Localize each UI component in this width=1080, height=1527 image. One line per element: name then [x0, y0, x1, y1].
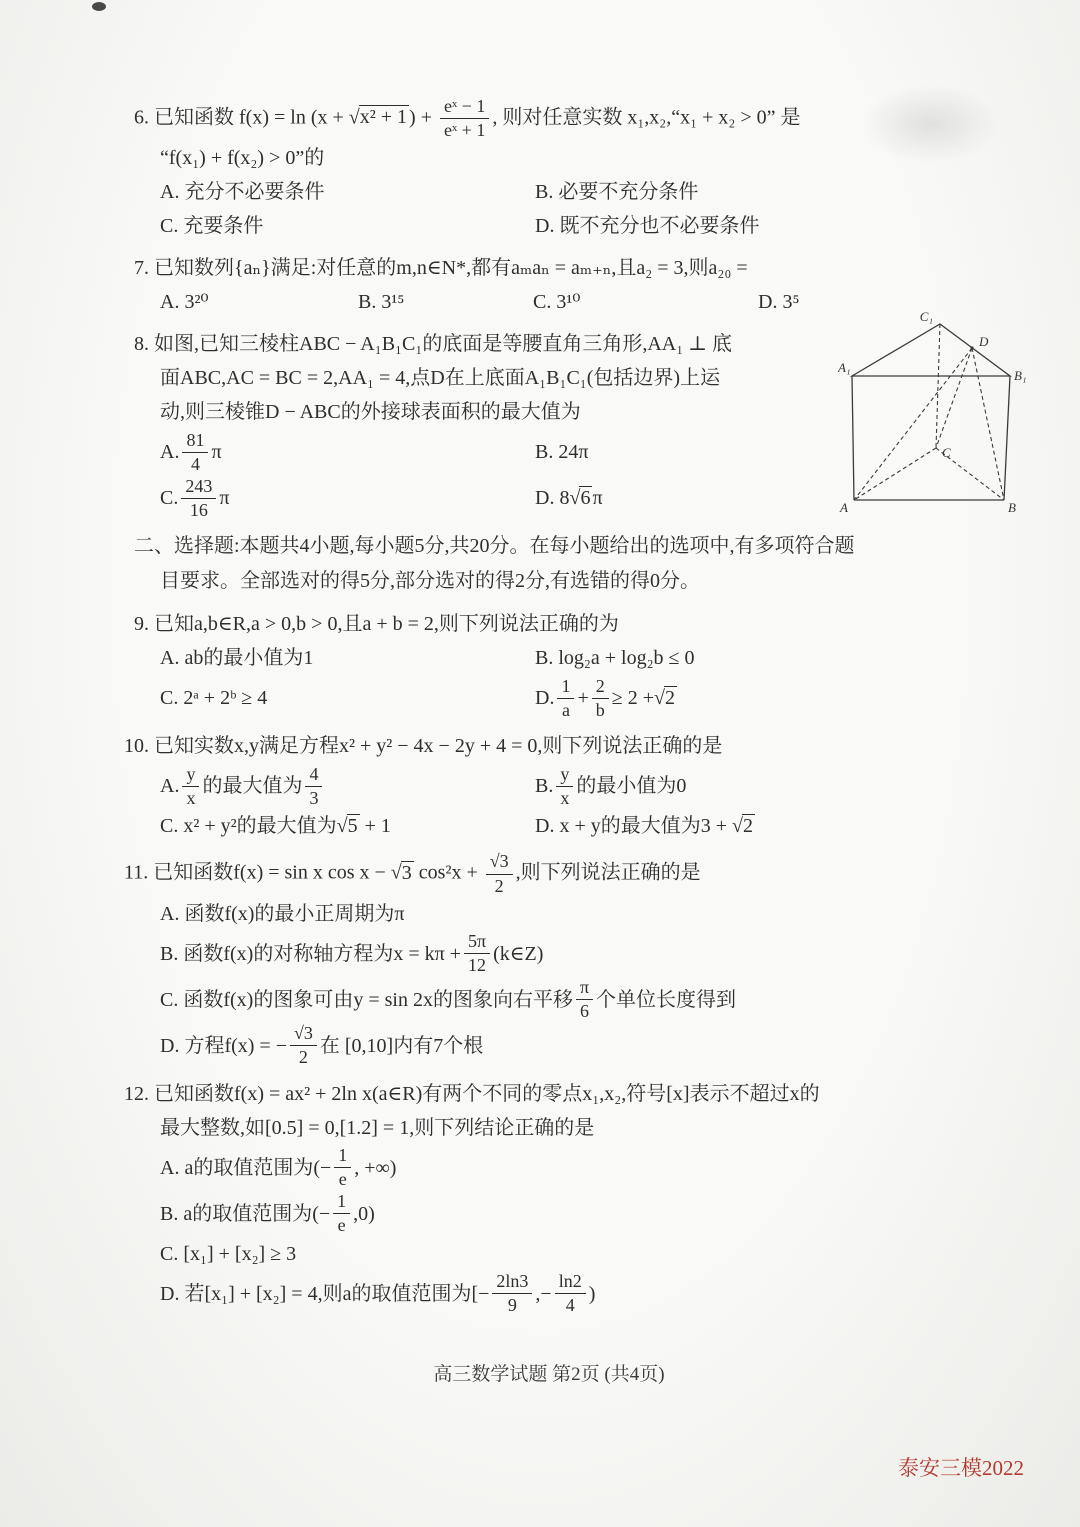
q6-options [134, 175, 964, 243]
q10-option-b: B. $\frac{y}{x}$ 的最小值为0 [535, 763, 687, 808]
exam-content [124, 96, 964, 1386]
q12-stem-line-1: 12. 已知函数f(x) = ax² + 2ln x(a∈R)有两个不同的零点x₁,x₂,符号[x]表示不超过x的 [124, 1082, 820, 1105]
question-8 [134, 327, 964, 521]
point-d [970, 346, 973, 349]
q11-option-b: B. 函数f(x)的对称轴方程为x = kπ + $\frac{5\pi}{12}$ (k∈Z) [160, 931, 544, 976]
q8-option-a: A. $\frac{81}{4}$ π [160, 429, 222, 474]
q9-option-c: C. 2ᵃ + 2ᵇ ≥ 4 [160, 687, 268, 710]
question-9 [134, 607, 964, 721]
q10-option-a: A. $\frac{y}{x}$ 的最大值为 $\frac{4}{3}$ [160, 763, 535, 809]
q6-option-b: B. 必要不充分条件 [535, 181, 699, 204]
q9-options [134, 641, 964, 721]
q12-option-d: D. 若[x₁] + [x₂] = 4,则a的取值范围为[− $\frac{2\ln 3}{9}$ ,− $\frac{\ln 2}{4}$ ) [160, 1271, 596, 1316]
section-2-header [134, 529, 964, 599]
q7-option-c: C. 3¹⁰ [533, 291, 581, 314]
q6-option-c: C. 充要条件 [160, 215, 264, 238]
vertex-label-b: B [1008, 500, 1016, 515]
q8-stem-line-2: 面ABC,AC = BC = 2,AA₁ = 4,点D在上底面A₁B₁C₁(包括边界)上运 [160, 367, 721, 390]
q7-stem: 7. 已知数列{aₙ}满足:对任意的m,n∈N*,都有aₘaₙ = aₘ₊ₙ,且a₂ = 3,则a₂₀ = [134, 257, 748, 280]
vertex-label-a: A [840, 500, 848, 515]
q7-option-b: B. 3¹⁵ [358, 291, 405, 314]
q6-stem-line-2: “f(x₁) + f(x₂) > 0”的 [160, 147, 325, 170]
question-6 [134, 96, 964, 243]
q12-option-a: A. a的取值范围为(− $\frac{1}{e}$ , +∞) [160, 1145, 397, 1190]
question-7 [134, 251, 964, 319]
q10-options [134, 763, 964, 843]
q8-option-b: B. 24π [535, 441, 589, 464]
q11-option-d: D. 方程f(x) = − $\frac{√3}{2}$ 在 [0,10]内有7个根 [160, 1023, 484, 1068]
vertex-label-c1: C₁ [919, 310, 933, 324]
q12-stem-line-2: 最大整数,如[0.5] = 0,[1.2] = 1,则下列结论正确的是 [160, 1116, 595, 1139]
question-10 [124, 729, 964, 843]
q8-options [134, 429, 964, 521]
prism-edge-right [1004, 376, 1010, 500]
q11-stem: 11. 已知函数f(x) = sin x cos x − √3 cos²x + $\frac{√3}{2}$ ,则下列说法正确的是 [124, 851, 701, 896]
q6-stem-line-1: 6. 已知函数 f(x) = ln (x + √x² + 1 ) + $\frac{\text{eˣ − 1}}{\text{eˣ + 1}}$ , 则对任意实数 x₁,x₂,“x₁ + x₂ > 0” 是 [134, 96, 801, 141]
q12-option-b: B. a的取值范围为(− $\frac{1}{e}$ ,0) [160, 1191, 375, 1236]
q12-option-c: C. [x₁] + [x₂] ≥ 3 [160, 1242, 297, 1265]
question-12 [124, 1077, 964, 1317]
q10-option-c: C. x² + y²的最大值为√5 + 1 [160, 815, 391, 838]
q7-options [134, 285, 964, 319]
section-2-header-line-2: 目要求。全部选对的得5分,部分选对的得2分,有选错的得0分。 [160, 570, 700, 593]
q7-option-a: A. 3²⁰ [160, 291, 209, 314]
q10-option-d: D. x + y的最大值为3 + √2 [535, 815, 753, 838]
section-2-header-line-1: 二、选择题:本题共4小题,每小题5分,共20分。在每小题给出的选项中,有多项符合题 [134, 535, 855, 558]
q6-option-d: D. 既不充分也不必要条件 [535, 215, 760, 238]
vertex-label-b1: B₁ [1014, 368, 1027, 383]
q6-option-a: A. 充分不必要条件 [160, 181, 325, 204]
q10-stem: 10. 已知实数x,y满足方程x² + y² − 4x − 2y + 4 = 0,则下列说法正确的是 [124, 735, 723, 758]
page-footer: 高三数学试题 第2页 (共4页) [433, 1363, 665, 1385]
prism-line-db [972, 348, 1004, 500]
q9-option-a: A. ab的最小值为1 [160, 647, 314, 670]
q11-option-c: C. 函数f(x)的图象可由y = sin 2x的图象向右平移 $\frac{\pi}{6}$ 个单位长度得到 [160, 977, 737, 1022]
vertex-label-a1: A₁ [838, 360, 851, 375]
vertex-label-c: C [942, 445, 951, 460]
q9-stem: 9. 已知a,b∈R,a > 0,b > 0,且a + b = 2,则下列说法正确的为 [134, 613, 619, 636]
q9-option-b: B. log₂a + log₂b ≤ 0 [535, 647, 695, 670]
q8-option-d: D. 8 √6 π [535, 487, 603, 510]
q11-option-a: A. 函数f(x)的最小正周期为π [160, 902, 405, 925]
q8-stem-line-3: 动,则三棱锥D − ABC的外接球表面积的最大值为 [160, 401, 581, 424]
q9-option-d: D. $\frac{1}{a}$ + $\frac{2}{b}$ ≥ 2 + √2 [535, 675, 675, 720]
exam-stamp: 泰安三模2022 [898, 1456, 1024, 1480]
q7-option-d: D. 3⁵ [758, 291, 800, 314]
scan-artifact [92, 2, 106, 11]
question-11 [124, 851, 964, 1068]
q8-option-c: C. $\frac{243}{16}$ π [160, 475, 230, 520]
vertex-label-d: D [979, 334, 989, 349]
q8-stem-line-1: 8. 如图,已知三棱柱ABC − A₁B₁C₁的底面是等腰直角三角形,AA₁ ⊥ 底 [134, 333, 733, 356]
